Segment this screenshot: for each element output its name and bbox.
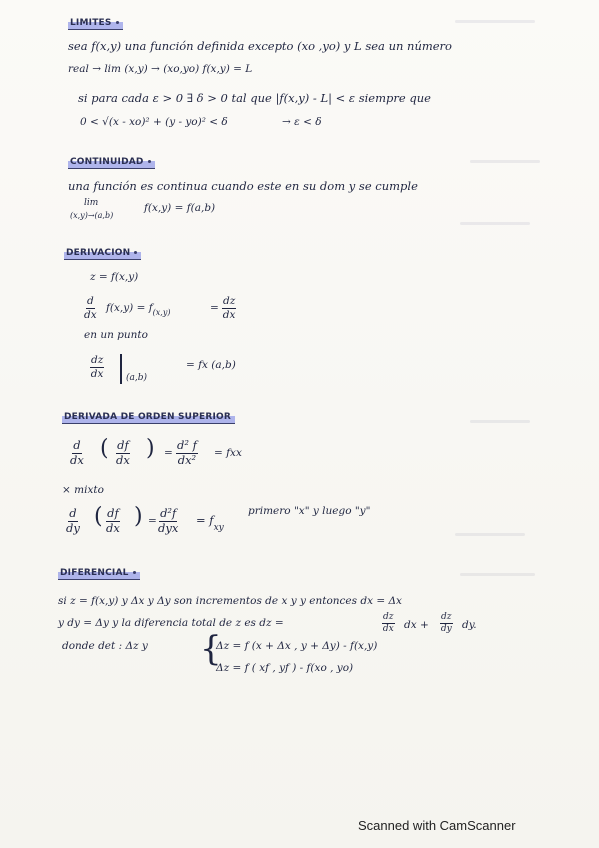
orden-result-fxx: = fxx	[214, 447, 242, 459]
fraction-denominator: dyx	[158, 520, 179, 535]
bleed-through-mark	[455, 533, 525, 536]
fraction-d2f-dyx	[158, 508, 178, 534]
mixto-text: mixto	[74, 484, 104, 496]
orden-result-fxy	[196, 514, 224, 534]
diferencial-line-2	[58, 618, 284, 630]
orden-equals-3: =	[148, 515, 157, 527]
heading-dot	[116, 21, 119, 24]
derivacion-equals: =	[210, 302, 219, 314]
fraction-numerator: dz	[441, 612, 452, 622]
fraction-denominator: dx	[84, 308, 97, 321]
fraction-denominator: dx	[382, 624, 394, 634]
evaluation-point: (a,b)	[126, 373, 148, 383]
diferencial-delta-z-1: Δz = f (x + Δx , y + Δy) - f(x,y)	[216, 640, 378, 652]
bleed-through-mark	[460, 573, 535, 576]
fraction-denominator: dx	[222, 308, 236, 321]
right-paren: )	[146, 436, 155, 461]
bleed-through-mark	[470, 420, 530, 423]
diferencial-delta-z-2: Δz = f ( xf , yf ) - f(xo , yo)	[216, 662, 354, 674]
limites-line-3: si para cada ε > 0 ∃ δ > 0 tal que |f(x,y) - L| < ε siempre que	[78, 91, 431, 105]
fraction-numerator: dz	[91, 354, 104, 366]
fraction-denominator: dy	[440, 624, 452, 634]
diferencial-line-2-mid: dx +	[404, 619, 429, 631]
fraction-numerator: df	[117, 438, 129, 452]
fraction-numerator: d	[73, 438, 81, 452]
continuidad-lim: lim	[84, 198, 99, 208]
derivacion-middle-text: f(x,y) = f	[106, 302, 153, 314]
left-paren: (	[100, 436, 109, 461]
diferencial-line-2-start: y dy = Δy y la diferencia total de z es dz =	[58, 617, 284, 629]
limites-line-1: sea f(x,y) una función definida excepto (xo ,yo) y L sea un número	[68, 39, 452, 53]
limites-line-2: real → lim (x,y) → (xo,yo) f(x,y) = L	[68, 63, 253, 75]
evaluation-bar	[120, 354, 122, 384]
orden-note: primero "x" y luego "y"	[248, 505, 371, 517]
limites-line-4-result: → ε < δ	[282, 116, 322, 128]
section-heading-limites: LIMITES	[68, 18, 123, 30]
section-heading-diferencial: DIFERENCIAL	[58, 568, 140, 580]
fraction-d-dx-outer	[70, 440, 84, 466]
fraction-d-dy-outer	[66, 508, 80, 534]
fraction-d-dx	[84, 296, 97, 320]
heading-dot	[133, 571, 136, 574]
fraction-dz-dx-point	[90, 355, 104, 379]
fraction-denominator: dx	[90, 367, 104, 380]
fraction-numerator: dz	[223, 295, 236, 307]
fraction-denominator: dx	[106, 520, 120, 535]
fraction-dz-dx	[222, 296, 236, 320]
section-heading-continuidad: CONTINUIDAD	[68, 157, 155, 169]
derivacion-en-un-punto: en un punto	[84, 329, 148, 341]
right-paren: )	[134, 504, 143, 529]
derivacion-result: = fx (a,b)	[186, 359, 236, 371]
fraction-d2f-dx2	[176, 440, 198, 466]
continuidad-line-1: una función es continua cuando este en su dom y se cumple	[68, 179, 418, 193]
system-brace: {	[200, 629, 222, 669]
heading-dot	[134, 251, 137, 254]
orden-result-fxy-subscript: xy	[213, 523, 224, 533]
limites-line-4-condition: 0 < √(x - xo)² + (y - yo)² < δ	[80, 116, 228, 128]
fraction-numerator: d	[69, 506, 77, 520]
fraction-df-dx-mixed	[106, 508, 120, 534]
mixto-label: × mixto	[62, 484, 104, 496]
diferencial-line-1: si z = f(x,y) y Δx y Δy son incrementos de x y y entonces dx = Δx	[58, 595, 402, 607]
fraction-numerator: df	[107, 506, 119, 520]
orden-equals-1: =	[164, 447, 173, 459]
bleed-through-mark	[470, 160, 540, 163]
section-heading-orden-superior: DERIVADA DE ORDEN SUPERIOR	[62, 412, 235, 424]
fraction-df-dx	[116, 440, 130, 466]
fraction-numerator: d² f	[177, 438, 197, 452]
bleed-through-mark	[455, 20, 535, 23]
fraction-denominator: dy	[66, 520, 80, 535]
heading-dot	[148, 160, 151, 163]
derivacion-middle	[106, 303, 170, 318]
derivacion-middle-subscript: (x,y)	[152, 308, 171, 317]
fraction-denominator: dx²	[177, 452, 197, 467]
continuidad-lim-sub: (x,y)→(a,b)	[70, 211, 114, 220]
fraction-numerator: d	[86, 295, 94, 307]
section-heading-derivacion: DERIVACION	[64, 248, 141, 260]
bleed-through-mark	[460, 222, 530, 225]
derivacion-line-1: z = f(x,y)	[90, 271, 139, 283]
fraction-dz-dx-diff	[382, 613, 395, 634]
fraction-dz-dy-diff	[440, 613, 453, 634]
fraction-numerator: d²f	[160, 506, 177, 520]
diferencial-line-2-end: dy.	[462, 619, 477, 631]
orden-result-fxy-text: = f	[196, 513, 214, 527]
continuidad-equation: f(x,y) = f(a,b)	[144, 202, 216, 214]
fraction-denominator: dx	[116, 452, 130, 467]
left-paren: (	[94, 504, 103, 529]
scanner-watermark: Scanned with CamScanner	[358, 818, 516, 833]
fraction-denominator: dx	[70, 452, 84, 467]
diferencial-line-3-label: donde det : Δz y	[62, 640, 148, 652]
fraction-numerator: dz	[383, 612, 394, 622]
